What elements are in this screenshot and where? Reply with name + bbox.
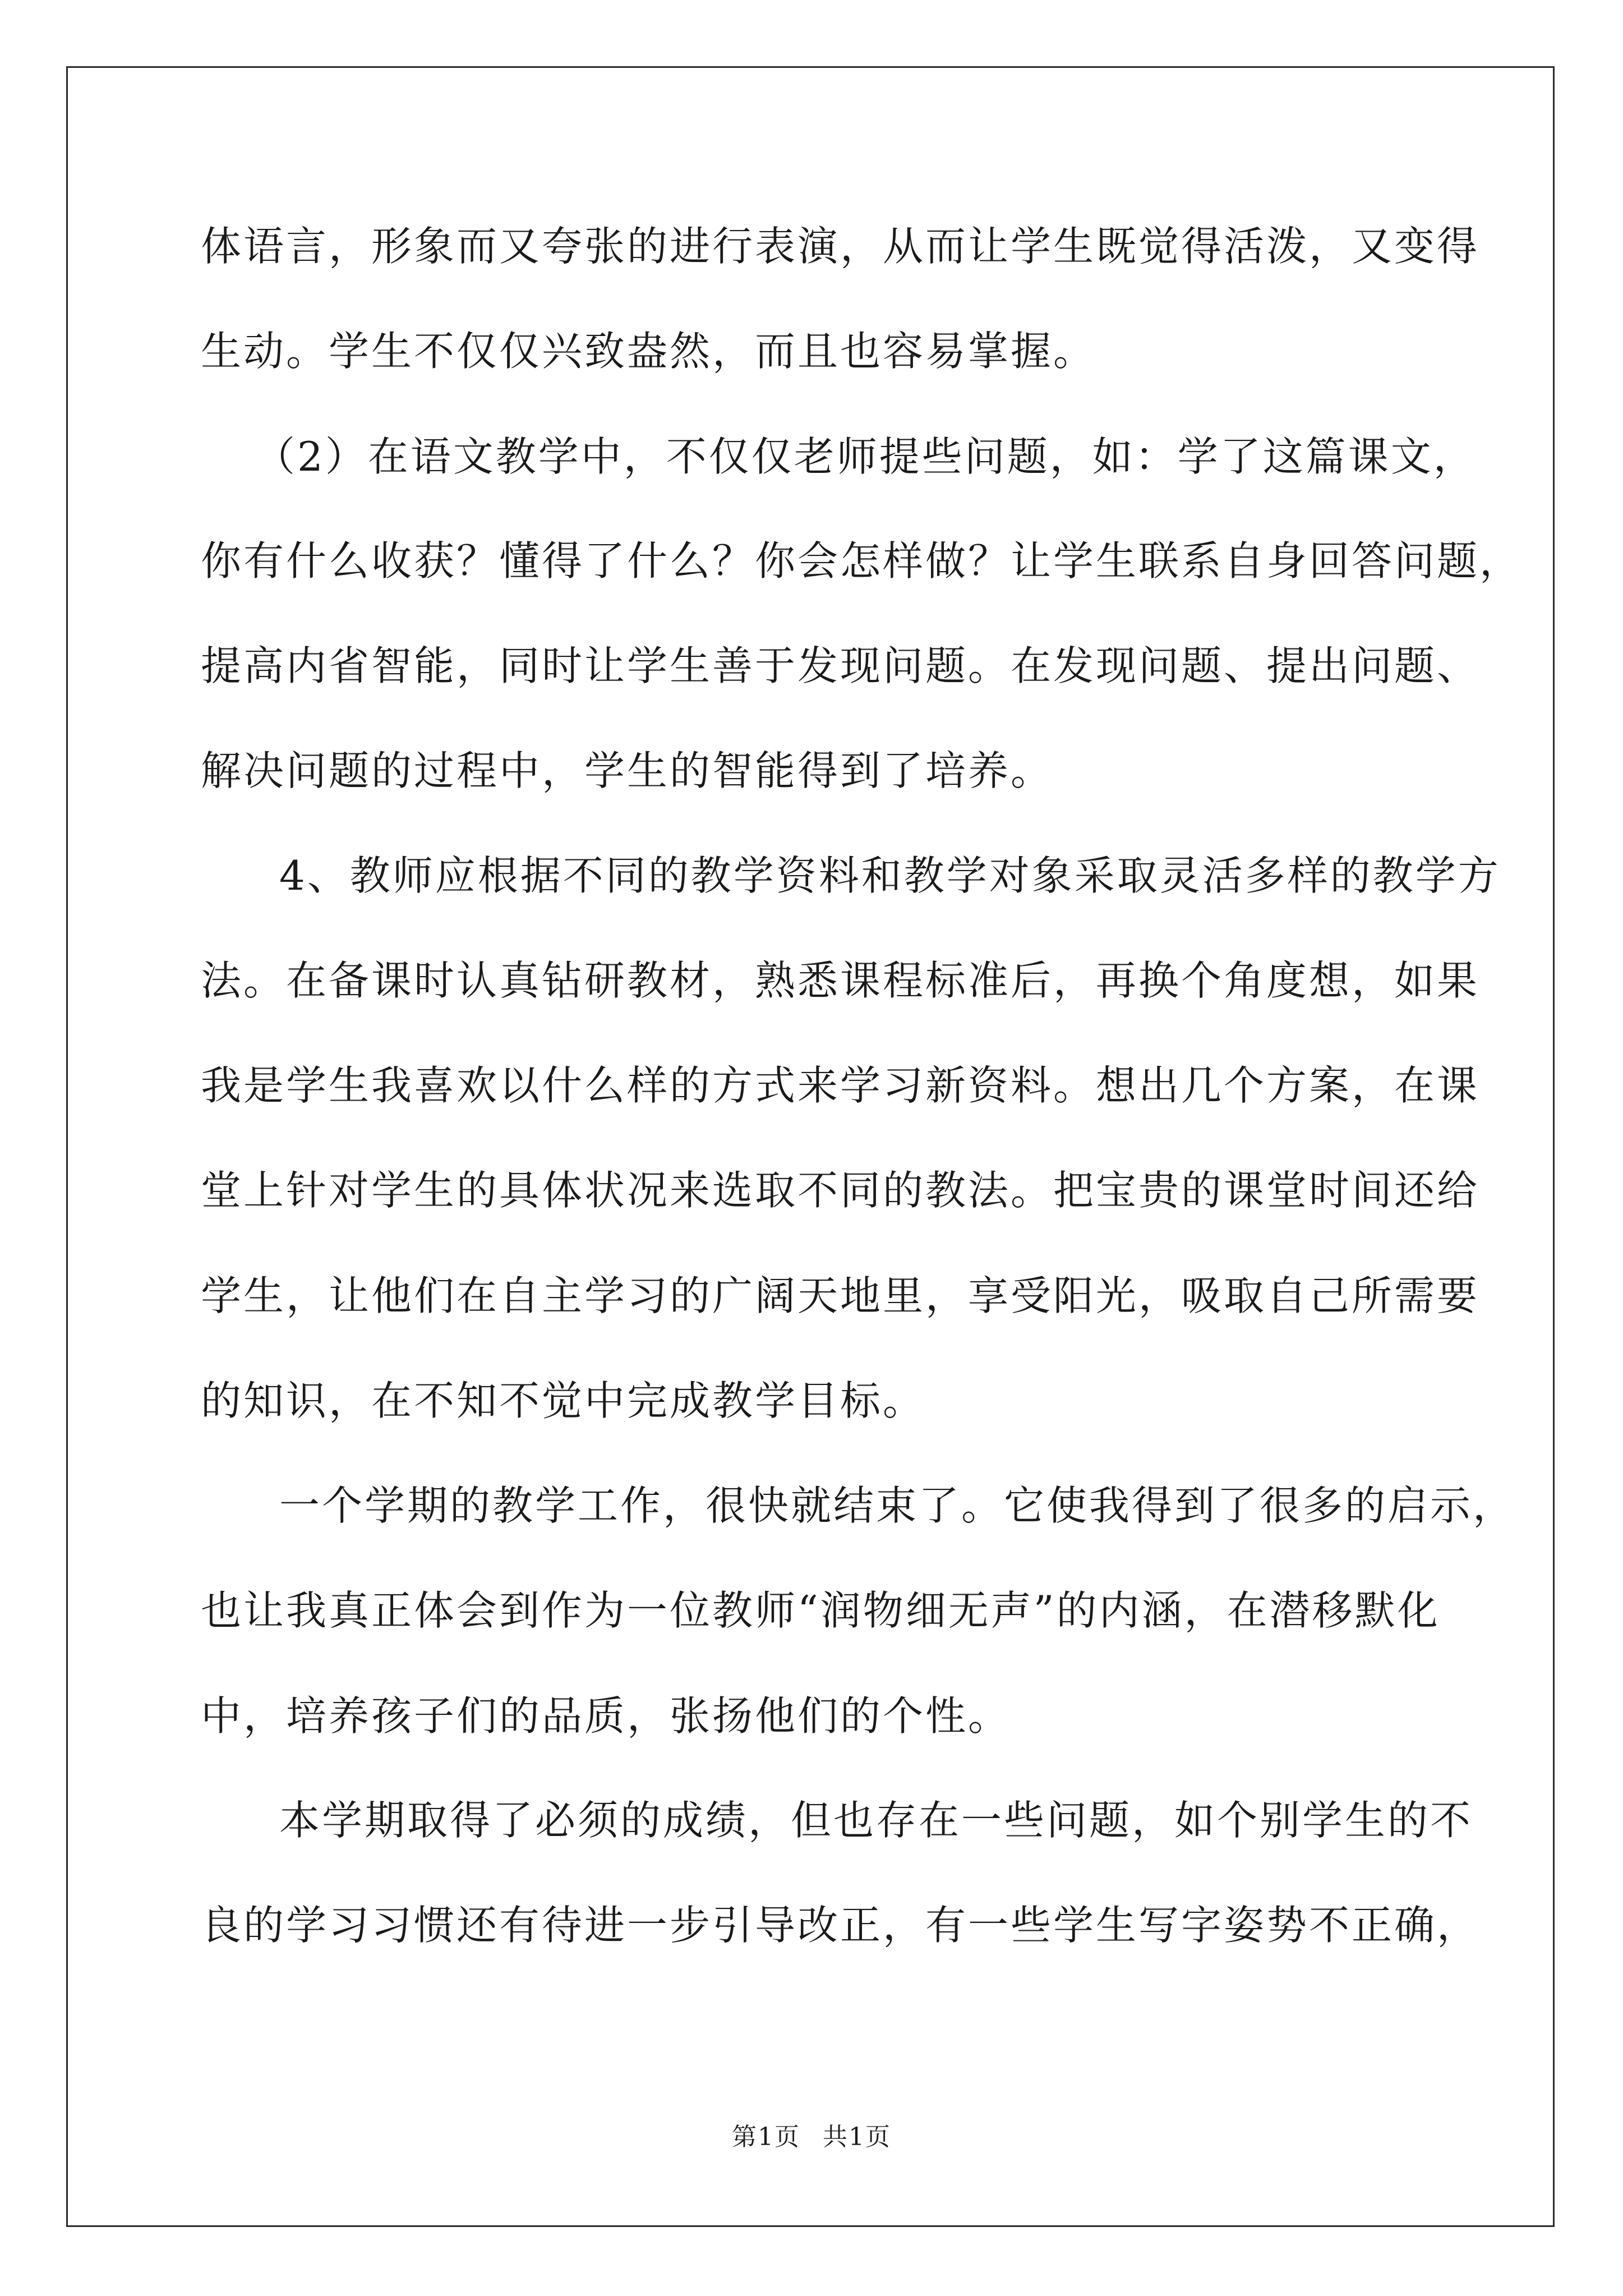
text-line: 解决问题的过程中，学生的智能得到了培养。 — [201, 747, 1054, 794]
text-line: 也让我真正体会到作为一位教师“润物细无声”的内涵，在潜移默化 — [201, 1587, 1440, 1634]
text-line: 堂上针对学生的具体状况来选取不同的教法。把宝贵的课堂时间还给 — [201, 1167, 1480, 1214]
text-line: 一个学期的教学工作，很快就结束了。它使我得到了很多的启示， — [279, 1482, 1516, 1529]
text-line: 生动。学生不仅仅兴致盎然，而且也容易掌握。 — [201, 328, 1096, 375]
text-line: 良的学习习惯还有待进一步引导改正，有一些学生写字姿势不正确， — [201, 1902, 1480, 1949]
text-line: 你有什么收获？懂得了什么？你会怎样做？让学生联系自身回答问题， — [201, 537, 1523, 585]
text-line: 学生，让他们在自主学习的广阔天地里，享受阳光，吸取自己所需要 — [201, 1272, 1480, 1319]
text-line: 的知识，在不知不觉中完成教学目标。 — [201, 1377, 926, 1424]
text-line: 法。在备课时认真钻研教材，熟悉课程标准后，再换个角度想，如果 — [201, 957, 1480, 1004]
text-line: 4、教师应根据不同的教学资料和教学对象采取灵活多样的教学方 — [279, 852, 1501, 899]
text-line: 本学期取得了必须的成绩，但也存在一些问题，如个别学生的不 — [279, 1797, 1473, 1844]
document-body — [201, 220, 1523, 1952]
text-line: 中，培养孩子们的品质，张扬他们的个性。 — [201, 1692, 1011, 1740]
text-line: 我是学生我喜欢以什么样的方式来学习新资料。想出几个方案，在课 — [201, 1062, 1480, 1109]
page-total: 共1页 — [823, 2123, 891, 2151]
page-footer — [0, 2120, 1623, 2154]
text-line: 体语言，形象而又夸张的进行表演，从而让学生既觉得活泼，又变得 — [201, 223, 1480, 270]
text-line: （2）在语文教学中，不仅仅老师提些问题，如：学了这篇课文， — [255, 433, 1476, 480]
page-number: 第1页 — [732, 2123, 800, 2151]
text-line: 提高内省智能，同时让学生善于发现问题。在发现问题、提出问题、 — [201, 642, 1480, 689]
